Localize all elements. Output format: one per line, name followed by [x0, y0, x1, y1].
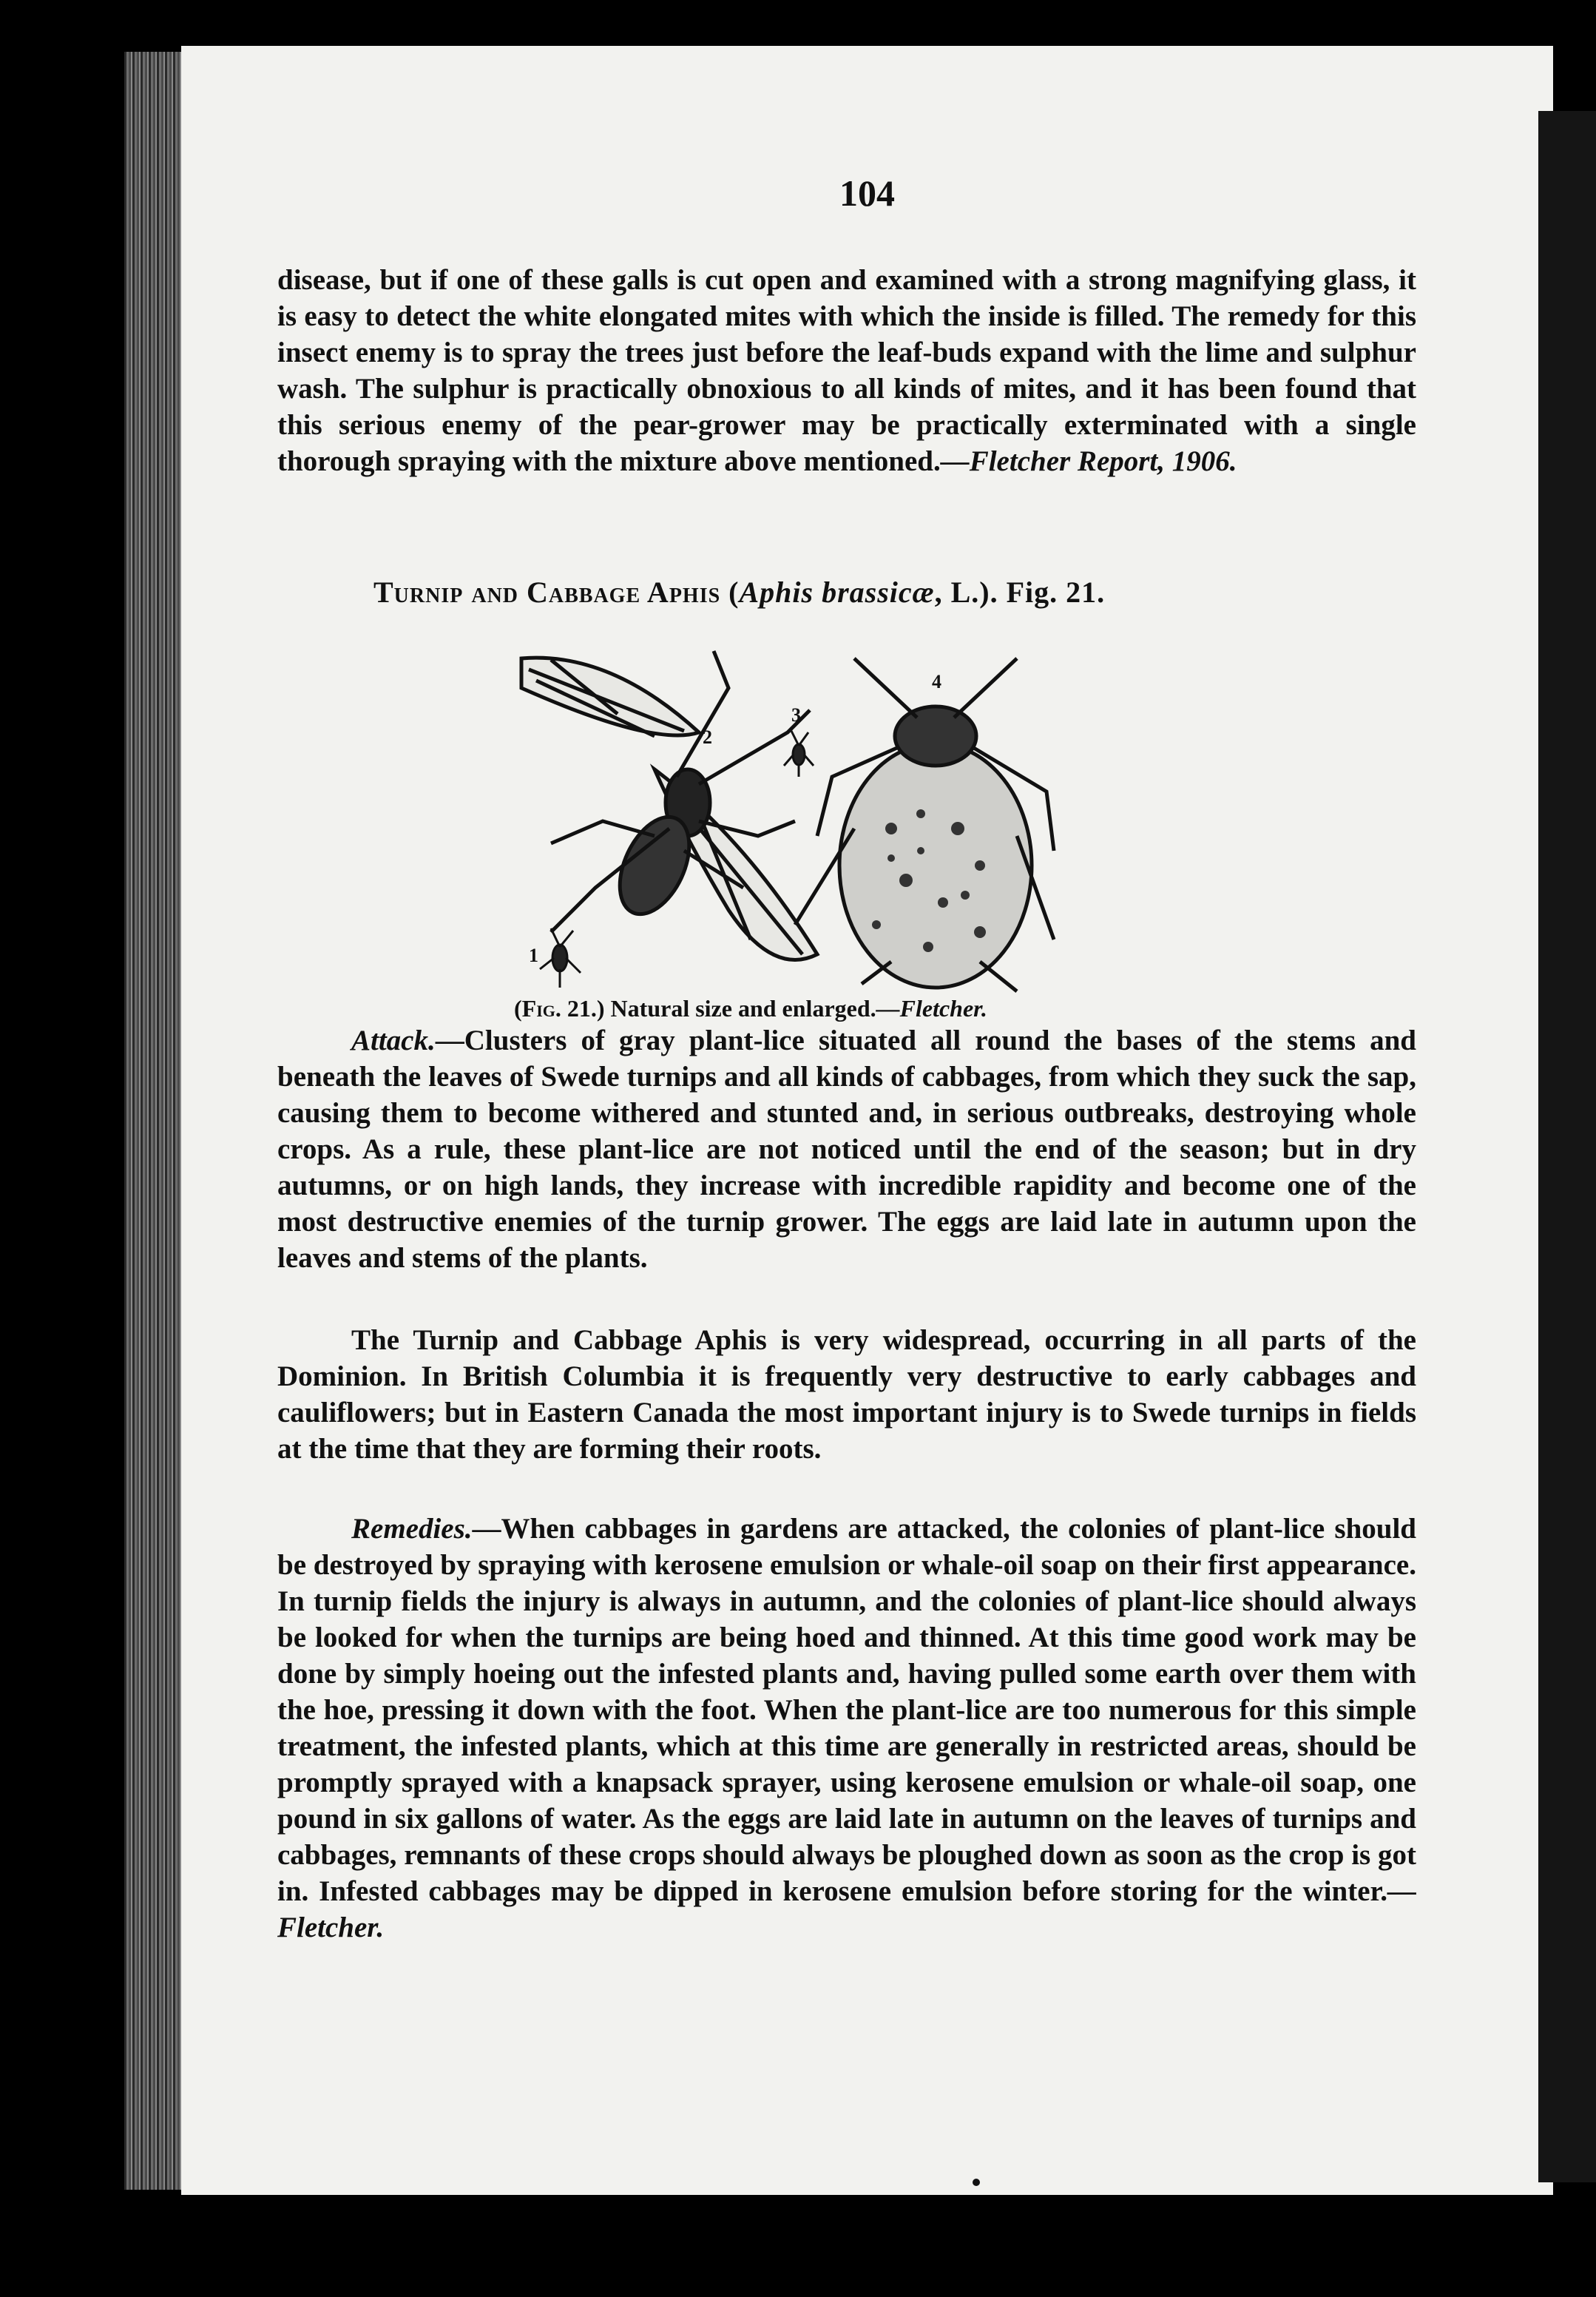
intro-paragraph — [277, 262, 1416, 479]
remedies-paragraph — [277, 1511, 1416, 1946]
attack-text: —Clusters of gray plant-lice situated all round the bases of the stems and beneath the leaves of Swede turnips and all kinds of cabbages, from which they suck the sap, causing them to become withered and stunted and, in serious outbreaks, destroying whole crops. As a rule, these plant-lice are not noticed until the end of the season; but in dry autumns, or on high lands, they increase with incredible rapidity and become one of the most destructive enemies of the turnip grower. The eggs are laid late in autumn upon the leaves and stems of the plants. — [277, 1025, 1416, 1274]
intro-attribution: —Fletcher Report, 1906. — [940, 445, 1237, 477]
attack-paragraph — [277, 1022, 1416, 1276]
figure-label-3: 3 — [791, 704, 801, 726]
figure-label-1: 1 — [529, 945, 538, 966]
caption-credit: —Fletcher. — [876, 995, 987, 1022]
heading-authority: , L.). — [934, 576, 998, 609]
aphis-illustration — [507, 644, 1357, 999]
page-number: 104 — [839, 172, 895, 214]
book-spine-edge — [124, 52, 185, 2190]
book-page — [181, 46, 1553, 2195]
right-page-edge — [1538, 111, 1596, 2182]
remedies-credit: —Fletcher. — [277, 1875, 1416, 1943]
attack-label: Attack. — [351, 1025, 436, 1056]
wingless-aphis-drawing — [795, 658, 1054, 991]
remedies-label: Remedies. — [351, 1513, 473, 1545]
remedies-text: —When cabbages in gardens are attacked, the colonies of plant-lice should be destroyed by spraying with kerosene emulsion or whale-oil soap on their first appearance. In turnip fields the injury is always in autumn, and the colonies of plant-lice should always be looked for when the turnips are being hoed and thinned. At this time good work may be done by simply hoeing out the infested plants and, having pulled some earth over them with the hoe, pressing it down with the foot. When the plant-lice are too numerous for this simple treatment, the infested plants, which at this time are generally in restricted areas, should be promptly sprayed with a knapsack sprayer, using kerosene emulsion or whale-oil soap, one pound in six gallons of water. As the eggs are laid late in autumn on the leaves of turnips and cabbages, remnants of these crops should always be ploughed down as soon as the crop is got in. Infested cabbages may be dipped in kerosene emulsion before storing for the winter. — [277, 1513, 1416, 1907]
caption-text: Natural size and enlarged. — [610, 995, 876, 1022]
distribution-text: The Turnip and Cabbage Aphis is very widespread, occurring in all parts of the Dominion. In British Columbia it is frequently very destructive to early cabbages and cauliflowers; but in Eastern Canada the most important injury is to Swede turnips in fields at the time that they are forming their roots. — [277, 1324, 1416, 1465]
page-mark-dot — [973, 2179, 980, 2186]
heading-species: Aphis brassicæ — [739, 576, 935, 609]
figure-caption — [514, 995, 1401, 1022]
winged-aphis-drawing — [521, 651, 817, 960]
tiny-aphis-drawing — [784, 731, 814, 777]
heading-open-paren: ( — [728, 576, 740, 609]
figure-label-4: 4 — [932, 671, 941, 692]
caption-fig: (Fig. 21.) — [514, 995, 605, 1022]
figure-label-2: 2 — [703, 726, 712, 748]
heading-title: Turnip and Cabbage Aphis — [373, 576, 721, 609]
section-heading — [373, 575, 1409, 610]
small-aphis-drawing — [540, 928, 581, 988]
heading-fig-ref: Fig. 21. — [1006, 576, 1106, 609]
distribution-paragraph — [277, 1322, 1416, 1467]
intro-text: disease, but if one of these galls is cut open and examined with a strong magnifying glass, it is easy to detect the white elongated mites with which the inside is filled. The remedy for this insect enemy is to spray the trees just before the leaf-buds expand with the lime and sulphur wash. The sulphur is practically obnoxious to all kinds of mites, and it has been found that this serious enemy of the pear-grower may be practically exterminated with a single thorough spraying with the mixture above mentioned. — [277, 264, 1416, 477]
